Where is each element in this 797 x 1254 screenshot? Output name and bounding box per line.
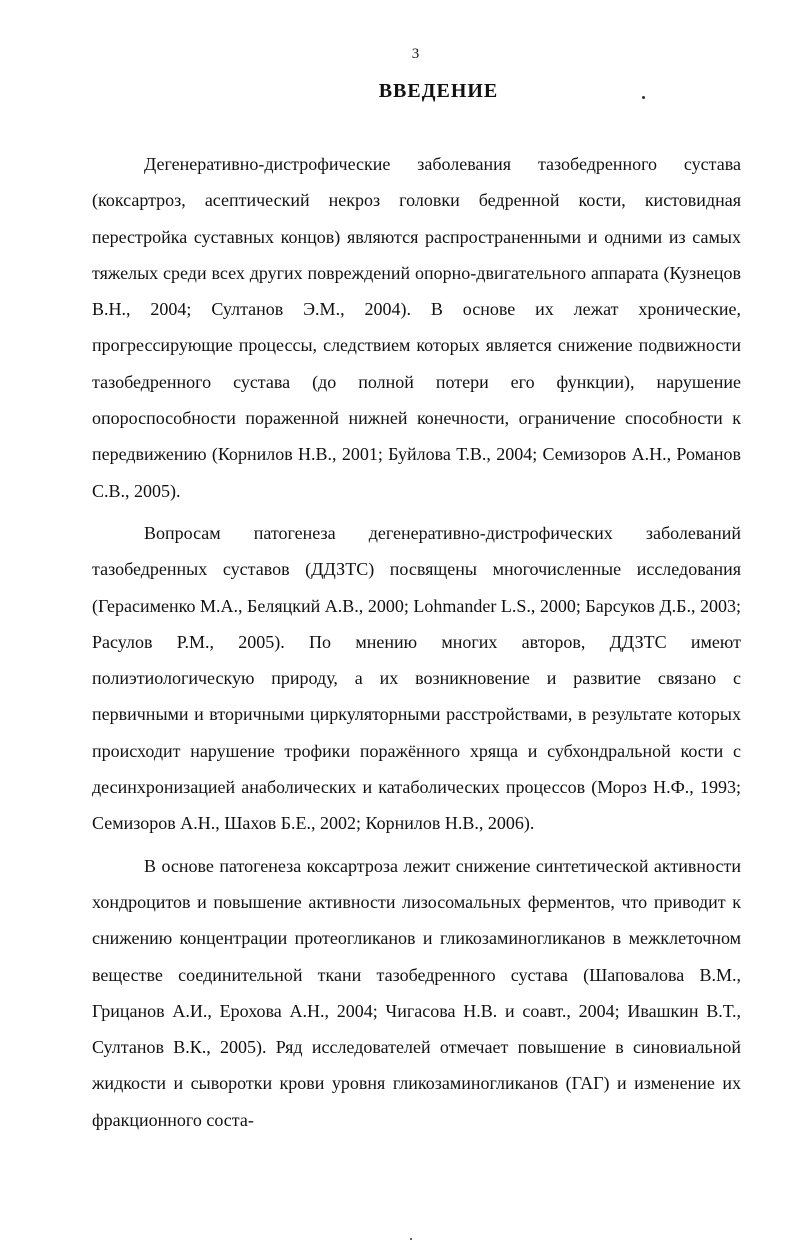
body-text xyxy=(92,146,741,1138)
page-heading: ВВЕДЕНИЕ xyxy=(378,80,499,102)
scan-speck xyxy=(410,1238,412,1240)
scan-speck xyxy=(642,96,645,99)
page-number: 3 xyxy=(411,46,420,62)
paragraph-3: В основе патогенеза коксартроза лежит снижение синтетической активности хондроцитов и повышение активности лизосомальных ферментов, что приводит к снижению концентрации протеогликанов и гликозаминогликанов в межклеточном веществе соединительной ткани тазобедренного сустава (Шаповалова В.М., Грицанов А.И., Ерохова А.Н., 2004; Чигасова Н.В. и соавт., 2004; Ивашкин В.Т., Султанов В.К., 2005). Ряд исследователей отмечает повышение в синовиальной жидкости и сыворотки крови уровня гликозаминогликанов (ГАГ) и изменение их фракционного соста- xyxy=(92,855,741,1130)
paragraph-1: Дегенеративно-дистрофические заболевания тазобедренного сустава (коксартроз, асептический некроз головки бедренной кости, кистовидная перестройка суставных концов) являются распространенными и одними из самых тяжелых среди всех других повреждений опорно-двигательного аппарата (Кузнецов В.Н., 2004; Султанов Э.М., 2004). В основе их лежат хронические, прогрессирующие процессы, следствием которых является снижение подвижности тазобедренного сустава (до полной потери его функции), нарушение опороспособности пораженной нижней конечности, ограничение способности к передвижению (Корнилов Н.В., 2001; Буйлова Т.В., 2004; Семизоров А.Н., Романов С.В., 2005). xyxy=(92,154,741,501)
paragraph-2: Вопросам патогенеза дегенеративно-дистрофических заболеваний тазобедренных суставов (ДДЗТС) посвящены многочисленные исследования (Герасименко М.А., Беляцкий А.В., 2000; Lohmander L.S., 2000; Барсуков Д.Б., 2003; Расулов Р.М., 2005). По мнению многих авторов, ДДЗТС имеют полиэтиологическую природу, а их возникновение и развитие связано с первичными и вторичными циркуляторными расстройствами, в результате которых происходит нарушение трофики поражённого хряща и субхондральной кости с десинхронизацией анаболических и катаболических процессов (Мороз Н.Ф., 1993; Семизоров А.Н., Шахов Б.Е., 2002; Корнилов Н.В., 2006). xyxy=(92,522,741,834)
